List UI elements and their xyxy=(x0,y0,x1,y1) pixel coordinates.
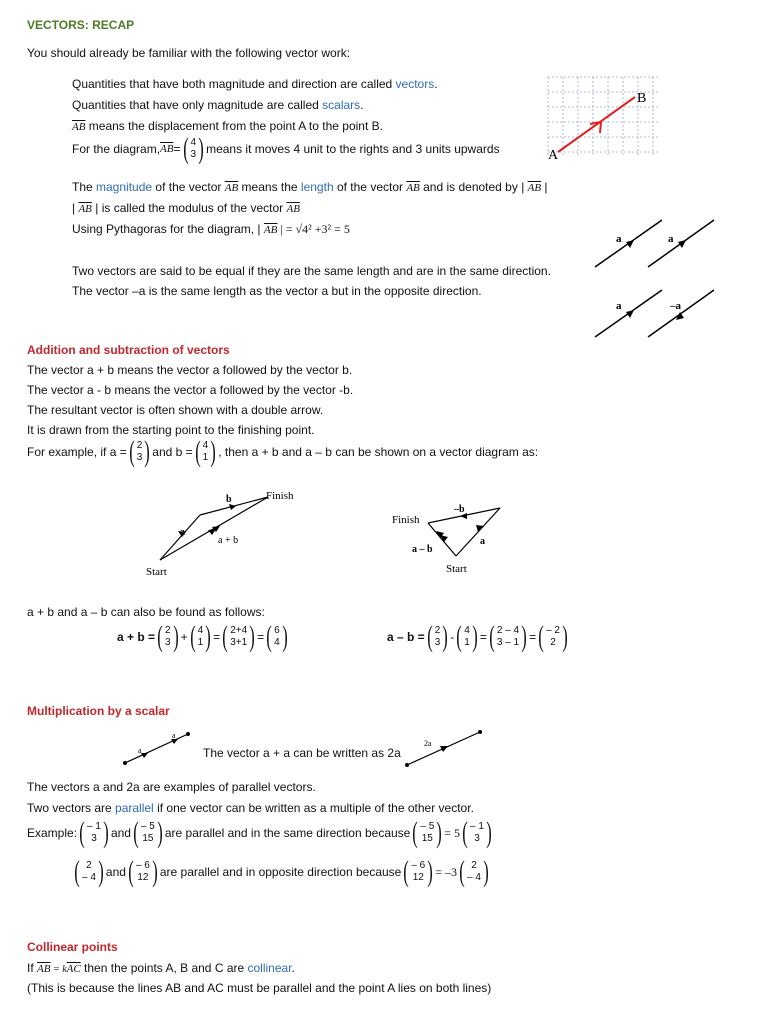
label-a: a xyxy=(480,536,485,547)
start-label: Start xyxy=(446,563,467,575)
recap-line-opposite: The vector –a is the same length as the vector a but in the opposite direction. xyxy=(72,284,482,298)
term-parallel: parallel xyxy=(115,801,154,815)
label-a-1: a xyxy=(616,233,622,245)
difference-calculation: a – b = ( 2 3 ) - ( 4 1 ) = ( 2 – 4 3 – 1 ) = ( – 2 2 ) xyxy=(387,620,568,653)
grid-vector-diagram xyxy=(540,72,665,167)
point-b-label: B xyxy=(637,91,647,106)
page-title: VECTORS: RECAP xyxy=(27,18,135,32)
two-a-diagram xyxy=(402,726,487,770)
opposite-vectors-diagram xyxy=(590,282,720,342)
label-b: b xyxy=(226,494,232,505)
collinear-line-1: If $\overline{AB} = k\overline{AC}$ then the points A, B and C are collinear. xyxy=(27,961,295,975)
label-a-minus-b: a – b xyxy=(412,544,433,555)
grid-lines xyxy=(548,77,658,157)
heading-collinear: Collinear points xyxy=(27,940,118,954)
recap-line-displacement: $\overline{AB}$ means the displacement from the point A to the point B. xyxy=(72,119,383,133)
recap-line-scalars: Quantities that have only magnitude are called scalars. xyxy=(72,98,364,112)
a-plus-a-diagram xyxy=(120,728,195,768)
finish-label: Finish xyxy=(266,490,294,502)
sum-vector-diagram xyxy=(140,485,340,580)
label-a: a xyxy=(180,527,185,538)
example-2: ( 2 – 4 ) and ( – 6 12 ) are parallel and in opposite direction because ( – 6 12 ) = –3 ( 2 – 4 ) xyxy=(74,855,489,888)
term-scalars: scalars xyxy=(322,98,361,112)
finish-label: Finish xyxy=(392,514,420,526)
heading-addition: Addition and subtraction of vectors xyxy=(27,343,230,357)
label-a-1: a xyxy=(138,746,142,755)
scalar-line-1: The vectors a and 2a are examples of parallel vectors. xyxy=(27,780,316,794)
recap-line-magnitude: The magnitude of the vector $\overline{AB}$ means the length of the vector $\overline{AB}$ and is denoted by | $\overline{AB}$ | xyxy=(72,180,548,194)
start-label: Start xyxy=(146,566,167,578)
label-neg-a: –a xyxy=(670,300,681,312)
also-found-text: a + b and a – b can also be found as follows: xyxy=(27,605,265,619)
equal-vectors-diagram xyxy=(590,212,720,272)
recap-line-diagram: For the diagram, $\overline{AB}$ = ( 4 3 ) means it moves 4 unit to the rights and 3 units upwards xyxy=(72,132,500,165)
term-vectors: vectors xyxy=(395,77,435,91)
recap-line-pythagoras: Using Pythagoras for the diagram, | $\overline{AB}$ | = √4² +3² = 5 xyxy=(72,222,350,236)
addition-example-line: For example, if a = ( 2 3 ) and b = ( 4 1 ) , then a + b and a – b can be shown on a vector diagram as: xyxy=(27,435,539,468)
addition-line-3: The resultant vector is often shown with a double arrow. xyxy=(27,403,324,417)
vector-ab-arrow xyxy=(558,97,635,152)
heading-scalar: Multiplication by a scalar xyxy=(27,704,170,718)
recap-line-vectors: Quantities that have both magnitude and direction are called vectors. xyxy=(72,77,438,91)
example-1: Example: ( – 1 3 ) and ( – 5 15 ) are parallel and in the same direction because ( – 5 15 ) = 5 ( – 1 3 ) xyxy=(27,816,492,849)
label-a-plus-b: a + b xyxy=(218,535,239,546)
addition-line-1: The vector a + b means the vector a followed by the vector b. xyxy=(27,363,353,377)
intro-text: You should already be familiar with the following vector work: xyxy=(27,46,351,60)
term-magnitude: magnitude xyxy=(96,180,153,194)
addition-line-4: It is drawn from the starting point to the finishing point. xyxy=(27,423,315,437)
arrowhead xyxy=(476,525,484,532)
collinear-line-2: (This is because the lines AB and AC must be parallel and the point A lies on both lines) xyxy=(27,981,492,995)
label-a-2: a xyxy=(172,731,176,740)
scalar-caption: The vector a + a can be written as 2a xyxy=(203,746,401,760)
label-neg-b: –b xyxy=(454,504,465,515)
label-a: a xyxy=(616,300,622,312)
recap-line-modulus: | $\overline{AB}$ | is called the modulus of the vector $\overline{AB}$ xyxy=(72,201,300,215)
recap-line-equal: Two vectors are said to be equal if they are the same length and are in the same direction. xyxy=(72,264,551,278)
label-2a: 2a xyxy=(424,739,432,748)
addition-line-2: The vector a - b means the vector a followed by the vector -b. xyxy=(27,383,354,397)
label-a-2: a xyxy=(668,233,674,245)
difference-vector-diagram xyxy=(388,496,518,576)
point-a-label: A xyxy=(548,148,559,163)
scalar-line-2: Two vectors are parallel if one vector can be written as a multiple of the other vector. xyxy=(27,801,474,815)
term-collinear: collinear xyxy=(247,961,292,975)
sum-calculation: a + b = ( 2 3 ) + ( 4 1 ) = ( 2+4 3+1 ) = ( 6 4 ) xyxy=(117,620,288,653)
term-length: length xyxy=(300,180,334,194)
